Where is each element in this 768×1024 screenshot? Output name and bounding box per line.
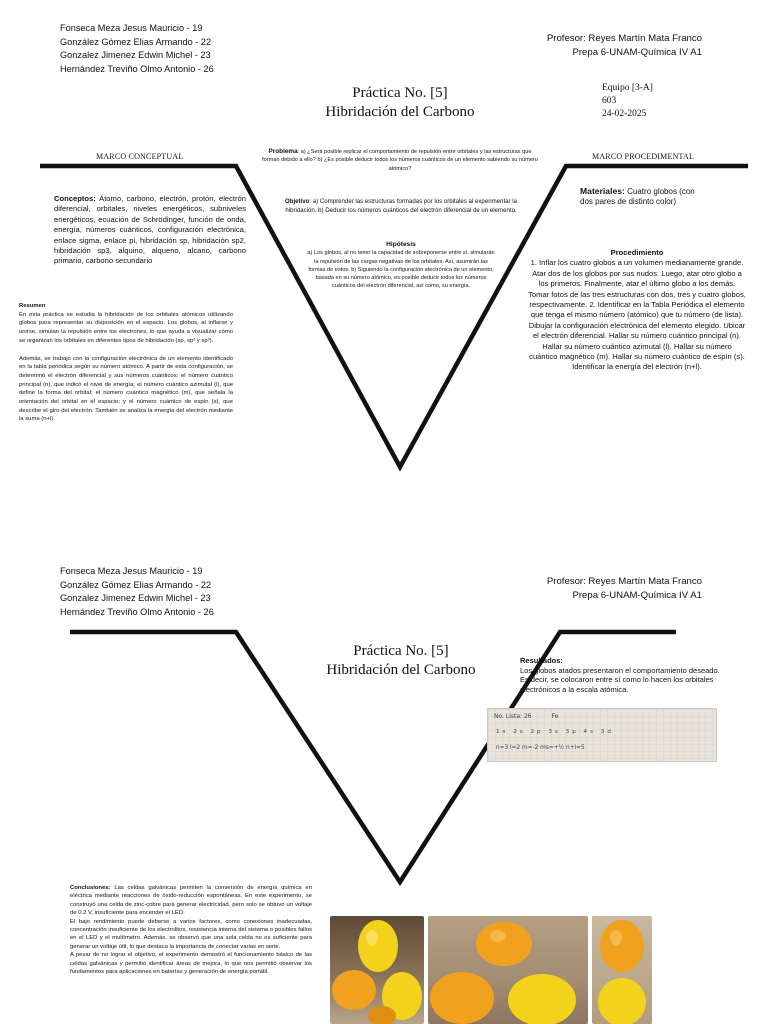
materiales-label: Materiales: xyxy=(580,186,625,196)
professor-name: Profesor: Reyes Martín Mata Franco xyxy=(546,576,702,587)
student-name: González Gómez Elias Armando - 22 xyxy=(60,36,212,47)
resumen-paragraph: En esta práctica se estudia la hibridación de los orbitales atómicos utilizando globos para representar su disposición en el espacio. Los globos, al inflarse y unirse, simulan la repulsión entre los electrones, lo que ayuda a visualizar cómo se organizan los orbitales en diferentes tipos de hibridación (sp, sp² y sp³). xyxy=(19,311,233,344)
student-name: Fonseca Meza Jesus Mauricio - 19 xyxy=(60,23,203,33)
team-label: Equipo [3-A] xyxy=(602,83,653,93)
conclusiones-block xyxy=(70,884,312,976)
conclusiones-paragraph: A pesar de no lograr el objetivo, el experimento demostró el funcionamiento básico de las celdas galvánicas y permitió identificar áreas de mejora, lo que nos permitió observar los fundamentos para aplicaciones en baterías y generación de energía portátil. xyxy=(70,952,312,976)
handwriting-line xyxy=(494,713,558,720)
practice-title: Práctica No. [5] xyxy=(353,643,449,659)
objetivo-label: Objetivo xyxy=(284,198,310,205)
school-name: Prepa 6-UNAM-Química IV A1 xyxy=(572,590,702,601)
procedimiento-block xyxy=(528,248,746,373)
problema-label: Problema xyxy=(268,148,298,155)
balloon-photo-linear xyxy=(592,916,652,1024)
balloon-illustration xyxy=(330,916,424,1024)
professor-block xyxy=(547,575,702,603)
practice-header xyxy=(298,642,504,680)
hipotesis-text: a) Los globos, al no tener la capacidad de sobreponerse entre sí, simularán la repulsión de las cargas negativas de los orbitales. Así, asumirán las formas de estos. b) Siguiendo la configuración electrónica de un elemento, basada en su número atómico, es posible deducir todos los números cuánticos del electrón diferencial, así como, su energía. xyxy=(307,250,495,290)
resultados-block xyxy=(520,656,720,694)
practice-subtitle: Hibridación del Carbono xyxy=(325,104,475,120)
balloon-photo-trigonal xyxy=(428,916,588,1024)
problema-text: : a) ¿Será posible replicar el comportamiento de repulsión entre orbitales y las estructuras que forman debido a ello? b) ¿Es posible deducir todos los números cuánticos de un elemento sabiendo su número atómico? xyxy=(262,149,538,172)
conceptos-text: Átomo, carbono, electrón, protón, electrón diferencial, orbitales, niveles energéticos, subniveles energéticos, ecuación de Schrödinger, función de onda, energía, números cuánticos, configuración electrónica, enlace sigma, enlace pi, hibridación sp, hibridación sp2, hibridación sp3, alquino, alqueno, alcano, carbono primario, carbono secundario xyxy=(54,194,246,266)
student-name: Hernández Treviño Olmo Antonio - 26 xyxy=(60,606,214,617)
resumen-paragraph: Además, se trabajo con la configuración electrónica de un elemento identificado en la tabla periódica según su número atómico. A partir de esta configuración, se determinó el electrón diferencial y sus números cuánticos: el número cuántico principal (n), que indicó el nivel de energía; el número cuántico azimutal (l), que define la forma del orbital; el número cuántico magnético (m), que señala la orientación del orbital en el espacio; y el número cuántico de espín (s), que describe el giro del electrón. También se analiza la energía del electrón mediante la suma (n+l). xyxy=(19,355,233,423)
date-label: 24-02-2025 xyxy=(602,109,647,119)
student-name: Fonseca Meza Jesus Mauricio - 19 xyxy=(60,566,203,576)
marco-conceptual-label: MARCO CONCEPTUAL xyxy=(96,152,184,161)
student-name: Gonzalez Jimenez Edwin Michel - 23 xyxy=(60,593,211,603)
materiales-text: Cuatro globos (con dos pares de distinto color) xyxy=(580,187,695,207)
handwritten-notes-photo xyxy=(487,708,717,762)
procedimiento-text: 1. Inflar los cuatro globos a un volumen medianamente grande. Atar dos de los globos por sus nudos. Luego, atar otro globo a los primeros. Finalmente, atar el último globo a los demás. Tomar fotos de las tres estructuras con dos, tres y cuatro globos, respectivamente. 2. Identificar en la Tabla Periódica el elemento que tenga el mismo número (atómico) que tu número (de lista). Dibujar la configuración electrónica del elemento elegido. Ubicar el electrón diferencial. Hallar su número cuántico principal (n). Hallar su número cuántico azimutal (l). Hallar su número cuántico magnético (m). Hallar su número cuántico de espín (s). Identificar la energía del electrón (n+l). xyxy=(528,258,746,372)
marco-procedimental-label: MARCO PROCEDIMENTAL xyxy=(592,152,695,161)
student-name: Gonzalez Jimenez Edwin Michel - 23 xyxy=(60,50,211,60)
student-name: Hernández Treviño Olmo Antonio - 26 xyxy=(60,63,214,74)
conclusiones-paragraph: Las celdas galvánicas permiten la conversión de energía química en eléctrica mediante reacciones de óxido-reducción espontáneas. En este experimento, se construyó una celda de zinc-cobre para generar electricidad, pero solo se obtuvo un voltaje de 0.2 V, insuficiente para encender el LED. xyxy=(70,885,312,917)
balloon-photo-tetrahedral xyxy=(330,916,424,1024)
handwriting-text: No. Lista: 26 xyxy=(494,713,532,720)
student-name: González Gómez Elias Armando - 22 xyxy=(60,579,212,590)
conceptos-label: Conceptos: xyxy=(54,194,96,203)
practice-title: Práctica No. [5] xyxy=(352,85,448,101)
conceptos-block xyxy=(54,194,246,267)
objetivo-block xyxy=(278,198,524,215)
school-name: Prepa 6-UNAM-Química IV A1 xyxy=(572,47,702,58)
hipotesis-block xyxy=(306,241,496,291)
resumen-label: Resumen xyxy=(19,303,46,309)
handwriting-text: Fe xyxy=(551,713,559,720)
practice-subtitle: Hibridación del Carbono xyxy=(326,662,476,678)
problema-block xyxy=(262,148,538,173)
materiales-block xyxy=(580,186,698,208)
hipotesis-label: Hipótesis xyxy=(386,241,416,248)
handwriting-line: n=3 l=2 m=-2 ms=+½ n+l=5 xyxy=(496,745,585,751)
resultados-label: Resultados: xyxy=(520,656,563,665)
balloon-illustration xyxy=(592,916,652,1024)
conclusiones-paragraph: El bajo rendimiento puede deberse a varios factores, como conexiones inadecuadas, concentración insuficiente de los electrolitos, resistencia interna del sistema o posibles fallos en el LED y el multímetro. Además, se observó que una sola celda no es suficiente para generar un voltaje útil, lo que destaca la importancia de conectar varias en serie. xyxy=(70,918,312,950)
procedimiento-label: Procedimiento xyxy=(610,248,664,257)
resultados-text: Los globos atados presentaron el comportamiento deseado. Es decir, se colocaron entre sí como lo hacen los orbitales electrónicos a la escala atómica. xyxy=(520,665,720,694)
handwriting-line: 1s 2s 2p 3s 3p 4s 3d xyxy=(496,729,614,735)
balloon-illustration xyxy=(428,916,588,1024)
conclusiones-label: Conclusiones: xyxy=(70,885,111,891)
resumen-block xyxy=(19,302,233,424)
objetivo-text: : a) Comprender las estructuras formadas por los orbitales al experimentar la hibridación. b) Deducir los números cuánticos del electrón diferencial de un elemento. xyxy=(285,198,517,214)
group-label: 603 xyxy=(602,96,617,106)
professor-name: Profesor: Reyes Martín Mata Franco xyxy=(546,33,702,44)
